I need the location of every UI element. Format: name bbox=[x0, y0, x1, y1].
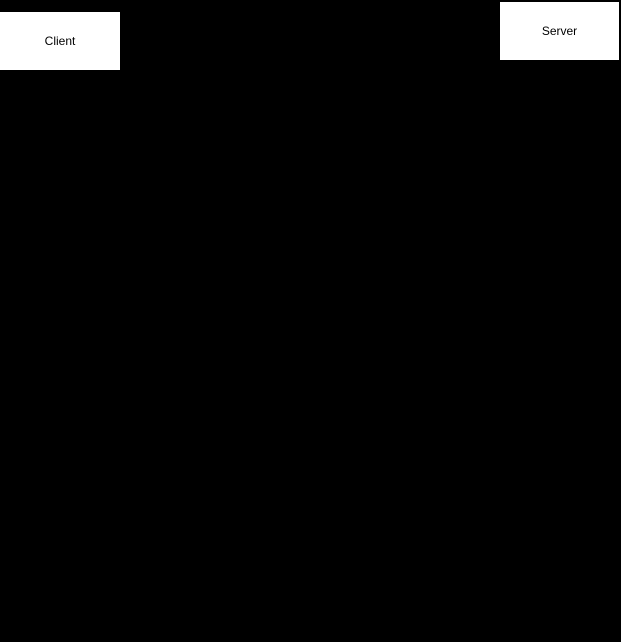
actor-box-client bbox=[0, 12, 120, 70]
actor-label-client: Client bbox=[44, 34, 76, 48]
actor-label-server: Server bbox=[541, 24, 578, 38]
actor-box-server bbox=[500, 2, 619, 60]
